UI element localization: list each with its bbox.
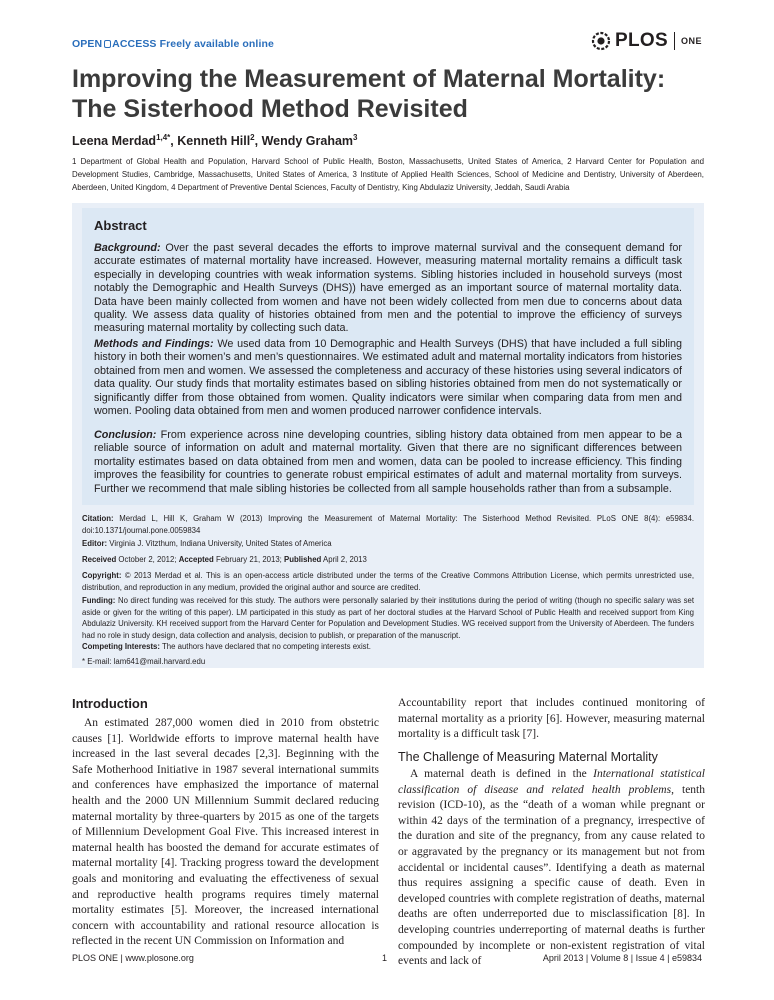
- icd-title: International statistical classification of disease and related health problems: [398, 768, 705, 796]
- abstract-background: [94, 242, 682, 336]
- editor-text: Virginia J. Vitzthum, Indiana University, United States of America: [109, 539, 332, 548]
- freely-available-text: Freely available online: [159, 38, 274, 50]
- received-date: October 2, 2012;: [118, 555, 177, 564]
- methods-text: We used data from 10 Demographic and Health Surveys (DHS) that have included a full sibling history in both their women’s and men’s questionnaires. We estimated adult and maternal mortality indicators from histories obtained from men and women. We assessed the completeness and accuracy of these histories using several indicators of data quality. Our study finds that mortality estimates based on sibling histories obtained from men do not systematically or significantly differ from those obtained from women. Quality indicators were similar when comparing data from men and women. Pooling data obtained from men and women produced narrower confidence intervals.: [94, 338, 683, 418]
- methods-label: Methods and Findings:: [94, 338, 214, 350]
- copyright-label: Copyright:: [82, 571, 122, 580]
- open-lock-icon: [104, 40, 111, 48]
- right-column-paragraph-2: [398, 767, 705, 970]
- footer-issue: April 2013 | Volume 8 | Issue 4 | e59834: [542, 953, 702, 963]
- logo-divider: [674, 32, 675, 50]
- competing-interests: [82, 641, 694, 653]
- published-date: April 2, 2013: [323, 555, 367, 564]
- funding-text: No direct funding was received for this study. The authors were personally salaried by their institutions during the period of writing (though no specific salary was set aside or given for the writing of this paper). LM participated in this study as part of her doctoral studies at the Harvard School of Public Health and received support from King Abdulaziz University. KH received support from the Harvard Center for Population and Development Studies. WG received support from the University of Aberdeen. The funders had no role in study design, data collection and analysis, decision to publish, or preparation of the manuscript.: [82, 596, 695, 640]
- funding-label: Funding:: [82, 596, 116, 605]
- accepted-date: February 21, 2013;: [215, 555, 282, 564]
- published-label: Published: [284, 555, 322, 564]
- one-wordmark: ONE: [680, 36, 702, 46]
- plos-logo-icon: [590, 30, 612, 52]
- footer-journal: PLOS ONE | www.plosone.org: [72, 953, 194, 963]
- author-list: Leena Merdad$^{1,4*}$, Kenneth Hill$^2$, Wendy Graham$^3$: [72, 133, 358, 149]
- background-text: Over the past several decades the efforts to improve maternal survival and the consequent demand for accurate estimates of maternal mortality have increased. However, measuring maternal mortality remains a difficult task especially in developing countries with weak information systems. Sibling histories included in household surveys (most notably the Demographic and Health Surveys (DHS)) have emerged as an important source of maternal mortality data. Data have been mainly collected from women and have not been widely collected from men due to concerns about data quality. We assess data quality of histories obtained from men and the potential to improve the efficiency of surveys measuring maternal mortality by collecting such data.: [94, 242, 683, 335]
- copyright: [82, 570, 694, 593]
- competing-label: Competing Interests:: [82, 642, 160, 651]
- competing-text: The authors have declared that no competing interests exist.: [162, 642, 371, 651]
- received-label: Received: [82, 555, 117, 564]
- open-text: OPEN: [72, 38, 103, 50]
- introduction-paragraph: An estimated 287,000 women died in 2010 from obstetric causes [1]. Worldwide efforts to improve maternal health have increased in the last several decades [2,3]. Beginning with the Safe Motherhood Initiative in 1987 several international summits and conferences have emphasized the importance of maternal health and the 2000 UN Millennium Summit declared reducing maternal mortality by three-quarters by 2015 as one of the targets of Millennium Development Goal Five. This increased interest in maternal health has boosted the demand for accurate estimates of maternal mortality [4]. Tracking progress toward the development goals and monitoring and evaluating the effectiveness of sexual and reproductive health programs requires timely maternal mortality estimates [5]. Moreover, the increased international concern with accountability and rational resource allocation is reflected in the recent UN Commission on Information and: [72, 717, 379, 948]
- abstract-heading: Abstract: [94, 218, 147, 233]
- author-affiliation-marker: 1,4*: [156, 133, 171, 142]
- affiliations: 1 Department of Global Health and Population, Harvard School of Public Health, Boston, Massachusetts, United States of America, 2 Harvard Center for Population and Development Studies, Cambridge, Massachusetts, United States of America, 3 Institute of Applied Health Sciences, School of Medicine and Dentistry, University of Aberdeen, Aberdeen, United Kingdom, 4 Department of Preventive Dental Sciences, Faculty of Dentistry, King Abdulaziz University, Jeddah, Saudi Arabia: [72, 157, 704, 192]
- citation-label: Citation:: [82, 514, 114, 523]
- right-column-paragraph-1: Accountability report that includes continued monitoring of maternal mortality as a priority [6]. However, measuring maternal mortality is a difficult task [7].: [398, 697, 705, 741]
- definition-text: , tenth revision (ICD-10), as the “death of a woman while pregnant or within 42 days of the termination of a pregnancy, irrespective of the duration and site of the pregnancy, from any cause related to or aggravated by the pregnancy or its management but not from accidental or incidental causes”. Identifying a death as maternal thus requires assigning a specific cause of death. Even in developed countries with complete registration of deaths, maternal deaths are often underreported due to misclassification [8]. In developing countries underreporting of maternal deaths is further compounded by incomplete or non-existent registration of vital events and lack of: [398, 783, 705, 968]
- plos-wordmark: PLOS: [615, 30, 668, 51]
- abstract-conclusion: [94, 429, 682, 496]
- background-label: Background:: [94, 242, 161, 254]
- author-name: Leena Merdad: [72, 134, 157, 149]
- citation-text: Merdad L, Hill K, Graham W (2013) Improving the Measurement of Maternal Mortality: The Sisterhood Method Revisited. PLoS ONE 8(4): e59834. doi:10.1371/journal.pone.0059834: [82, 514, 694, 535]
- plos-one-logo: [590, 28, 702, 54]
- open-access-label: [72, 38, 274, 50]
- introduction-heading: Introduction: [72, 696, 148, 711]
- author-name: Wendy Graham: [261, 134, 354, 149]
- challenge-heading: The Challenge of Measuring Maternal Mortality: [398, 750, 658, 764]
- conclusion-label: Conclusion:: [94, 429, 157, 441]
- accepted-label: Accepted: [178, 555, 214, 564]
- author-name: Kenneth Hill: [177, 134, 251, 149]
- author-affiliation-marker: 3: [353, 133, 358, 142]
- editor-label: Editor:: [82, 539, 108, 548]
- author-affiliation-marker: 2: [250, 133, 255, 142]
- funding: [82, 595, 694, 641]
- copyright-text: © 2013 Merdad et al. This is an open-access article distributed under the terms of the Creative Commons Attribution License, which permits unrestricted use, distribution, and reproduction in any medium, provided the original author and source are credited.: [82, 571, 694, 592]
- conclusion-text: From experience across nine developing countries, sibling history data obtained from men appear to be a reliable source of information on adult and maternal mortality. Given that there are no significant differences between mortality estimates based on data obtained from men and women, data can be pooled to increase efficiency. This finding improves the feasibility for countries to generate robust empirical estimates of adult and maternal mortality from surveys. Further we recommend that male sibling histories be collected from all sample households rather than from a subsample.: [94, 429, 683, 495]
- abstract-methods: [94, 338, 682, 418]
- email[interactable]: * E-mail: lam641@mail.harvard.edu: [82, 657, 206, 666]
- definition-intro: A maternal death is defined in the: [410, 768, 587, 780]
- dates: [82, 554, 694, 566]
- citation: [82, 513, 694, 536]
- article-title: Improving the Measurement of Maternal Mortality: The Sisterhood Method Revisited: [72, 65, 666, 123]
- access-text: ACCESS: [112, 38, 157, 50]
- editor: [82, 538, 694, 550]
- page-number: 1: [382, 953, 388, 963]
